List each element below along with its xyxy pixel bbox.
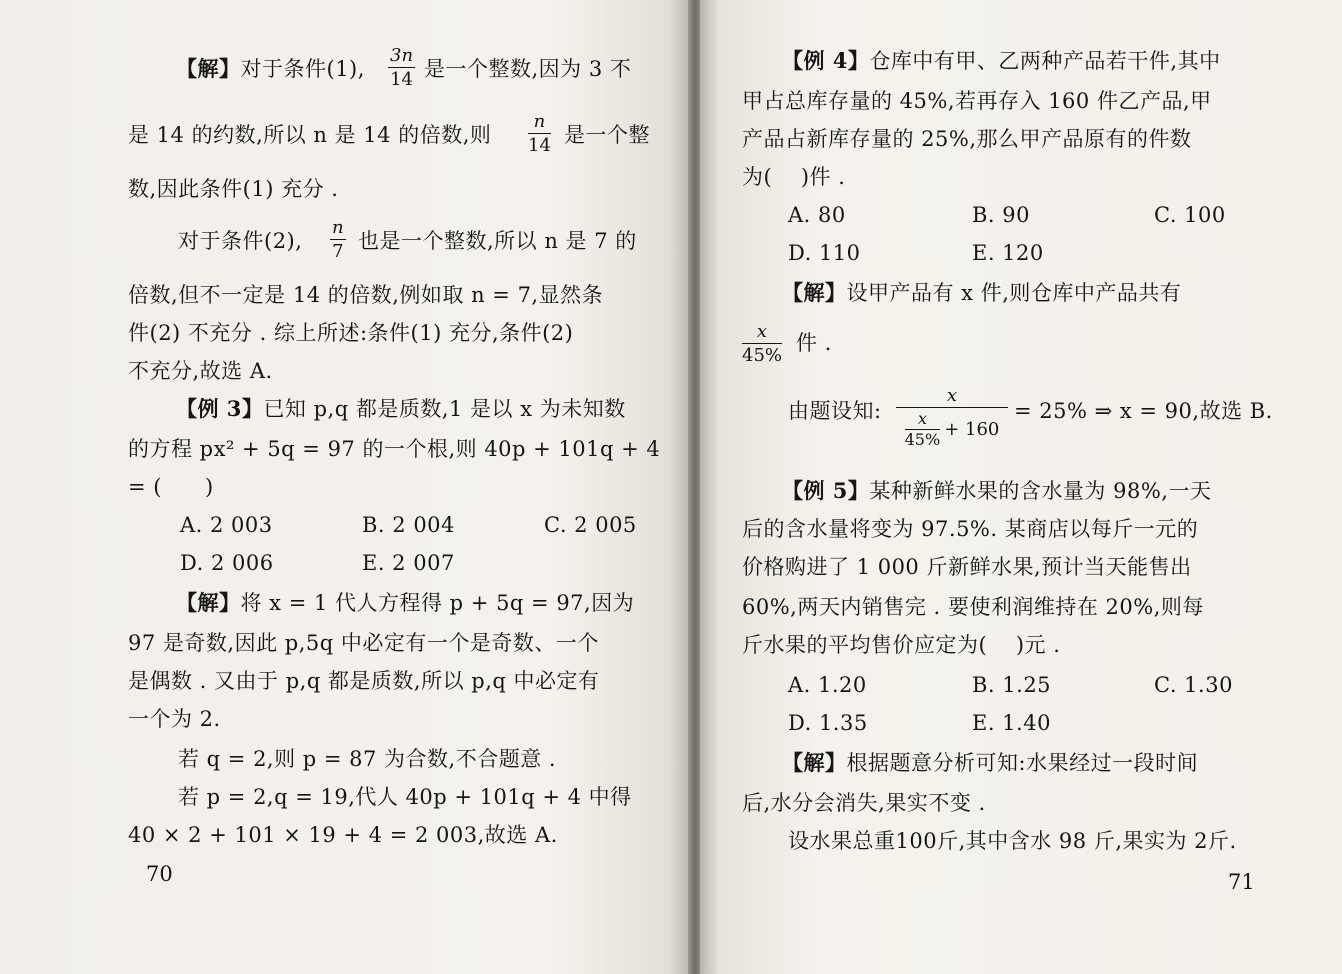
compound-fraction: x x 45% + 160 [896,386,1008,449]
fraction-n-over-14: n 14 [528,111,551,156]
solution-5-line-2: 后,水分会消失,果实不变 . [742,791,986,815]
solution-4-line-3a: 由题设知: [788,399,882,423]
solution-line-1b: 是一个整数,因为 3 不 [424,57,632,81]
option-d: D. 2 006 [180,551,274,575]
solution-3-line-2: 97 是奇数,因此 p,5q 中必定有一个是奇数、一个 [128,631,599,655]
solution-3-label: 【解】 [176,590,241,615]
solution-5-line-3: 设水果总重100斤,其中含水 98 斤,果实为 2斤. [788,829,1237,853]
page-number-left: 70 [146,862,173,886]
page-number-right: 71 [1228,870,1255,894]
solution-line-6: 件(2) 不充分 . 综上所述:条件(1) 充分,条件(2) [128,321,574,345]
solution-line-1: 【解】对于条件(1), [176,56,365,81]
option-a: A. 1.20 [788,673,867,697]
option-a: A. 80 [788,203,846,227]
solution-line-3: 数,因此条件(1) 充分 . [128,177,339,201]
example-4-line-4: 为( )件 . [742,165,846,189]
solution-line-4: 对于条件(2), [178,229,303,253]
option-b: B. 90 [972,203,1031,227]
option-e: E. 120 [972,241,1044,265]
solution-4-line-3b: = 25% ⇒ x = 90,故选 B. [1014,399,1273,423]
option-c: C. 2 005 [544,513,637,537]
solution-5-line-1: 【解】根据题意分析可知:水果经过一段时间 [782,750,1199,775]
solution-4-label: 【解】 [782,280,847,305]
option-b: B. 2 004 [362,513,455,537]
solution-3-line-5: 若 q = 2,则 p = 87 为合数,不合题意 . [178,747,557,771]
solution-line-2: 是 14 的约数,所以 n 是 14 的倍数,则 [128,123,492,147]
example-3-line-1: 【例 3】已知 p,q 都是质数,1 是以 x 为未知数 [176,396,626,421]
option-c: C. 1.30 [1154,673,1233,697]
example-3-line-2: 的方程 px² + 5q = 97 的一个根,则 40p + 101q + 4 [128,437,661,461]
inner-fraction: x 45% [904,409,941,449]
example-4-line-3: 产品占新库存量的 25%,那么甲产品原有的件数 [742,127,1192,151]
example-5-line-1: 【例 5】某种新鲜水果的含水量为 98%,一天 [782,478,1212,503]
option-a: A. 2 003 [180,513,273,537]
example-5-line-2: 后的含水量将变为 97.5%. 某商店以每斤一元的 [742,517,1199,541]
option-e: E. 2 007 [362,551,455,575]
fraction-x-over-45pct: x 45% [742,321,783,366]
example-4-label: 【例 4】 [782,48,870,73]
example-3-line-3: = ( ) [128,475,214,499]
option-d: D. 1.35 [788,711,868,735]
option-c: C. 100 [1154,203,1226,227]
solution-5-label: 【解】 [782,750,847,775]
solution-line-4b: 也是一个整数,所以 n 是 7 的 [358,229,637,253]
example-4-line-1: 【例 4】仓库中有甲、乙两种产品若干件,其中 [782,48,1221,73]
option-e: E. 1.40 [972,711,1051,735]
solution-4-line-1: 【解】设甲产品有 x 件,则仓库中产品共有 [782,280,1182,305]
example-3-label: 【例 3】 [176,396,264,421]
example-5-line-4: 60%,两天内销售完 . 要使利润维持在 20%,则每 [742,595,1204,619]
solution-line-5: 倍数,但不一定是 14 的倍数,例如取 n = 7,显然条 [128,283,604,307]
solution-3-line-4: 一个为 2. [128,707,221,731]
example-5-label: 【例 5】 [782,478,870,503]
right-page [700,0,1342,974]
fraction-3n-over-14: 3n 14 [390,45,414,90]
example-5-line-5: 斤水果的平均售价应定为( )元 . [742,633,1061,657]
solution-line-2b: 是一个整 [564,123,650,147]
solution-label: 【解】 [176,56,241,81]
solution-3-line-1: 【解】将 x = 1 代人方程得 p + 5q = 97,因为 [176,590,635,615]
example-4-line-2: 甲占总库存量的 45%,若再存入 160 件乙产品,甲 [742,89,1212,113]
solution-3-line-3: 是偶数 . 又由于 p,q 都是质数,所以 p,q 中必定有 [128,669,600,693]
solution-4-line-2: 件 . [796,331,832,355]
solution-line-7: 不充分,故选 A. [128,359,273,383]
example-5-line-3: 价格购进了 1 000 斤新鲜水果,预计当天能售出 [742,555,1192,579]
option-d: D. 110 [788,241,861,265]
option-b: B. 1.25 [972,673,1052,697]
fraction-n-over-7: n 7 [332,217,344,262]
solution-3-line-7: 40 × 2 + 101 × 19 + 4 = 2 003,故选 A. [128,823,558,847]
solution-3-line-6: 若 p = 2,q = 19,代人 40p + 101q + 4 中得 [178,785,632,809]
